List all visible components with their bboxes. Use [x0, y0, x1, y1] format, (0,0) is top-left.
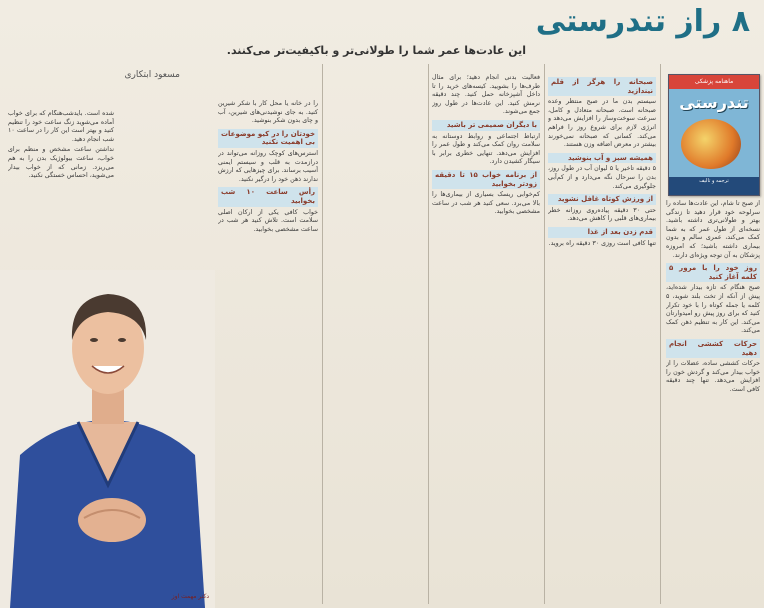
cover-top-label: ماهنامه پزشکی: [669, 75, 759, 89]
section-heading: حرکات کششی انجام دهید: [666, 339, 760, 358]
paragraph: ارتباط اجتماعی و روابط دوستانه به سلامت روان کمک می‌کند و طول عمر را افزایش می‌دهد. تنهایی خطری برابر با سیگار کشیدن دارد.: [432, 132, 540, 166]
doctor-illustration: [0, 270, 215, 608]
section-heading: صبحانه را هرگز از قلم نیندازید: [548, 77, 656, 96]
section-heading: همیشه سبز و آب بنوشید: [548, 153, 656, 164]
paragraph: نداشتن ساعت مشخص و منظم برای خواب، ساعت بیولوژیک بدن را به هم می‌ریزد. زمانی که از خواب بیدار می‌شوید، احساس خستگی نکنید.: [8, 146, 114, 180]
paragraph: صبح هنگام که تازه بیدار شده‌اید، پیش از آنکه از تخت بلند شوید، ۵ کلمه یا جمله کوتاه را با خود تکرار کنید که برای روز پیش رو امیدوارتان می‌کند. این کار به تنظیم ذهن کمک می‌کند.: [666, 284, 760, 335]
column-divider: [544, 64, 545, 604]
paragraph: تنها کافی است روزی ۳۰ دقیقه راه بروید.: [548, 239, 656, 247]
article-column-2: [548, 74, 656, 604]
subheadline: این عادت‌ها عمر شما را طولانی‌تر و باکیفیت‌تر می‌کنند.: [226, 44, 526, 57]
article-column-3: [432, 74, 540, 604]
section-heading: از ورزش کوتاه غافل نشوید: [548, 194, 656, 205]
paragraph: سیستم بدن ما در صبح منتظر وعده صبحانه است. صبحانه متعادل و کامل، سرعت سوخت‌وساز را افزایش می‌دهد و انرژی لازم برای شروع روز را فراهم می‌کند. کسانی که صبحانه نمی‌خورند بیشتر در معرض اضافه وزن هستند.: [548, 98, 656, 149]
cover-illustration: [681, 119, 741, 169]
cover-footer: ترجمه و تالیف: [669, 177, 759, 195]
cover-title: تندرستی: [679, 93, 749, 112]
paragraph: خواب کافی یکی از ارکان اصلی سلامت است. تلاش کنید هر شب در ساعت مشخصی بخوابید.: [218, 208, 318, 233]
section-heading: رأس ساعت ۱۰ شب بخوابید: [218, 187, 318, 206]
column-divider: [660, 64, 661, 604]
article-column-4: [218, 100, 318, 600]
section-heading: قدم زدن بعد از غذا: [548, 227, 656, 238]
paragraph: فعالیت بدنی انجام دهید؛ برای مثال طرف‌ها را بشویید. کیسه‌های خرید را تا داخل آشپزخانه حمل کنید. چند دقیقه نرمش کنید. این عادت‌ها در طول روز جمع می‌شوند.: [432, 74, 540, 116]
byline: مسعود ابتکاری: [124, 70, 180, 80]
section-heading: از برنامه خواب ۱۵ تا دقیقه زودتر بخوابید: [432, 170, 540, 189]
paragraph: را در خانه یا محل کار با شکر شیرین کنید. به جای نوشیدنی‌های شیرین، آب و چای بدون شکر بنوشید.: [218, 100, 318, 125]
paragraph: شده است. بایدشب‌هنگام که برای خواب آماده می‌شوید زنگ ساعت خود را تنظیم کنید و بهتر است این کار را در ساعت ۱۰ شب انجام دهید.: [8, 110, 114, 143]
paragraph: حرکات کششی ساده، عضلات را از خواب بیدار می‌کند و گردش خون را افزایش می‌دهد. تنها چند دقیقه کافی است.: [666, 360, 760, 393]
section-heading: با دیگران صمیمی تر باشید: [432, 120, 540, 131]
article-column-1: [666, 200, 760, 600]
paragraph: حتی ۳۰ دقیقه پیاده‌روی روزانه خطر بیماری‌های قلبی را کاهش می‌دهد.: [548, 206, 656, 223]
paragraph: استرس‌های کوچک روزانه می‌تواند در درازمدت به قلب و سیستم ایمنی آسیب برساند. برای چیزهایی که ارزش ندارند ذهن خود را درگیر نکنید.: [218, 149, 318, 183]
photo-caption: دکتر مهمت اوز: [171, 593, 209, 600]
section-heading: خودتان را در کیو موضوعات بی اهمیت نکنید: [218, 129, 318, 148]
paragraph: کم‌خوابی ریسک بسیاری از بیماری‌ها را بالا می‌برد. سعی کنید هر شب در ساعت مشخصی بخوابید.: [432, 191, 540, 216]
paragraph: ۵ دقیقه تاخیر یا ۵ لیوان آب در طول روز، بدن را سرحال نگه می‌دارد و از کم‌آبی جلوگیری می‌کند.: [548, 165, 656, 190]
paragraph: از صبح تا شام، این عادت‌ها ساده را سرلوحه خود قرار دهید تا زندگی بهتر و طولانی‌تری داشته باشید. نسخه‌ای از طول عمر که به شما کمک می‌کند، عمری سالم و بدون بیماری داشته باشید؛ که امروزه پزشکان به آن توجه ویژه‌ای دارند.: [666, 200, 760, 259]
section-heading: روز خود را با مرور ۵ کلمه آغاز کنید: [666, 263, 760, 282]
article-column-5: [8, 110, 114, 260]
column-divider: [322, 64, 323, 604]
column-divider: [428, 64, 429, 604]
headline: ۸ راز تندرستی: [535, 4, 750, 39]
magazine-cover: [668, 74, 760, 196]
doctor-photo: [0, 270, 215, 608]
